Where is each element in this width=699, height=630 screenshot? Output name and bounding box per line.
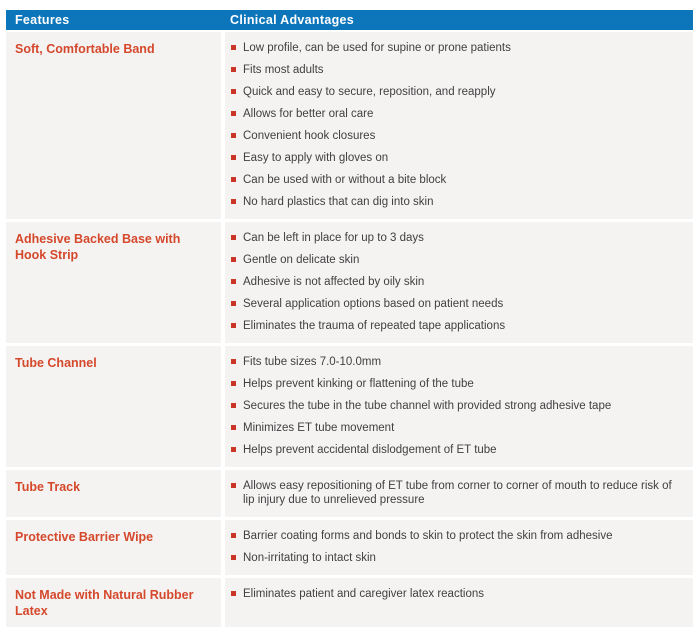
table-row: [6, 32, 693, 219]
advantage-item: [231, 107, 683, 121]
advantage-text: Non-irritating to intact skin: [243, 552, 376, 564]
table-row: [6, 578, 693, 627]
square-bullet-icon: [231, 177, 236, 182]
advantage-text: Eliminates the trauma of repeated tape applications: [243, 320, 506, 332]
advantage-text: Allows for better oral care: [243, 108, 374, 120]
advantage-item: [231, 297, 683, 311]
feature-comparison-table: [6, 10, 693, 630]
advantages-list: [231, 479, 683, 507]
advantage-item: [231, 63, 683, 77]
advantage-item: [231, 479, 683, 507]
feature-name: Adhesive Backed Base with Hook Strip: [6, 222, 221, 343]
advantage-text: Fits tube sizes 7.0-10.0mm: [243, 356, 382, 368]
advantage-item: [231, 129, 683, 143]
advantage-item: [231, 195, 683, 209]
feature-name: Not Made with Natural Rubber Latex: [6, 578, 221, 627]
advantage-text: Helps prevent accidental dislodgement of ET tube: [243, 444, 497, 456]
advantages-cell: [225, 346, 693, 467]
advantage-item: [231, 529, 683, 543]
square-bullet-icon: [231, 323, 236, 328]
advantage-text: Several application options based on patient needs: [243, 298, 504, 310]
square-bullet-icon: [231, 483, 236, 488]
advantage-item: [231, 587, 683, 601]
advantages-cell: [225, 470, 693, 517]
feature-name: Tube Track: [6, 470, 221, 517]
advantages-list: [231, 231, 683, 333]
advantage-item: [231, 275, 683, 289]
square-bullet-icon: [231, 555, 236, 560]
advantage-text: Helps prevent kinking or flattening of the tube: [243, 378, 474, 390]
table-row: [6, 346, 693, 467]
advantage-text: Convenient hook closures: [243, 130, 376, 142]
feature-name: Soft, Comfortable Band: [6, 32, 221, 219]
advantages-cell: [225, 520, 693, 575]
advantage-text: Fits most adults: [243, 64, 324, 76]
advantage-item: [231, 41, 683, 55]
square-bullet-icon: [231, 591, 236, 596]
advantages-list: [231, 529, 683, 565]
column-header-features: Features: [15, 13, 70, 27]
square-bullet-icon: [231, 235, 236, 240]
square-bullet-icon: [231, 301, 236, 306]
advantage-text: Gentle on delicate skin: [243, 254, 360, 266]
advantage-item: [231, 443, 683, 457]
advantage-text: Allows easy repositioning of ET tube from corner to corner of mouth to reduce risk of lip injury due to unrelieved pressure: [243, 480, 672, 506]
square-bullet-icon: [231, 111, 236, 116]
advantages-list: [231, 587, 683, 601]
table-row: [6, 520, 693, 575]
square-bullet-icon: [231, 425, 236, 430]
square-bullet-icon: [231, 133, 236, 138]
advantage-text: Eliminates patient and caregiver latex reactions: [243, 588, 484, 600]
square-bullet-icon: [231, 257, 236, 262]
advantage-item: [231, 173, 683, 187]
advantage-text: Secures the tube in the tube channel with provided strong adhesive tape: [243, 400, 612, 412]
table-body: [6, 32, 693, 627]
advantage-item: [231, 85, 683, 99]
square-bullet-icon: [231, 67, 236, 72]
advantage-text: Easy to apply with gloves on: [243, 152, 389, 164]
advantage-item: [231, 231, 683, 245]
advantage-text: Quick and easy to secure, reposition, and reapply: [243, 86, 496, 98]
square-bullet-icon: [231, 45, 236, 50]
advantages-cell: [225, 578, 693, 627]
column-header-clinical-advantages: Clinical Advantages: [230, 13, 355, 27]
advantages-list: [231, 41, 683, 209]
square-bullet-icon: [231, 533, 236, 538]
advantages-list: [231, 355, 683, 457]
advantage-item: [231, 421, 683, 435]
advantage-text: Adhesive is not affected by oily skin: [243, 276, 425, 288]
advantage-item: [231, 399, 683, 413]
advantage-item: [231, 551, 683, 565]
advantage-item: [231, 253, 683, 267]
advantage-item: [231, 355, 683, 369]
table-row: [6, 222, 693, 343]
table-row: [6, 470, 693, 517]
square-bullet-icon: [231, 381, 236, 386]
advantage-text: Minimizes ET tube movement: [243, 422, 395, 434]
advantages-cell: [225, 32, 693, 219]
advantage-text: No hard plastics that can dig into skin: [243, 196, 434, 208]
square-bullet-icon: [231, 199, 236, 204]
square-bullet-icon: [231, 279, 236, 284]
square-bullet-icon: [231, 155, 236, 160]
square-bullet-icon: [231, 447, 236, 452]
advantage-item: [231, 151, 683, 165]
advantage-item: [231, 319, 683, 333]
table-header: [6, 10, 693, 30]
advantage-text: Can be left in place for up to 3 days: [243, 232, 424, 244]
advantages-cell: [225, 222, 693, 343]
advantage-item: [231, 377, 683, 391]
square-bullet-icon: [231, 359, 236, 364]
advantage-text: Low profile, can be used for supine or prone patients: [243, 42, 511, 54]
square-bullet-icon: [231, 403, 236, 408]
feature-name: Tube Channel: [6, 346, 221, 467]
square-bullet-icon: [231, 89, 236, 94]
advantage-text: Can be used with or without a bite block: [243, 174, 447, 186]
advantage-text: Barrier coating forms and bonds to skin to protect the skin from adhesive: [243, 530, 613, 542]
feature-name: Protective Barrier Wipe: [6, 520, 221, 575]
